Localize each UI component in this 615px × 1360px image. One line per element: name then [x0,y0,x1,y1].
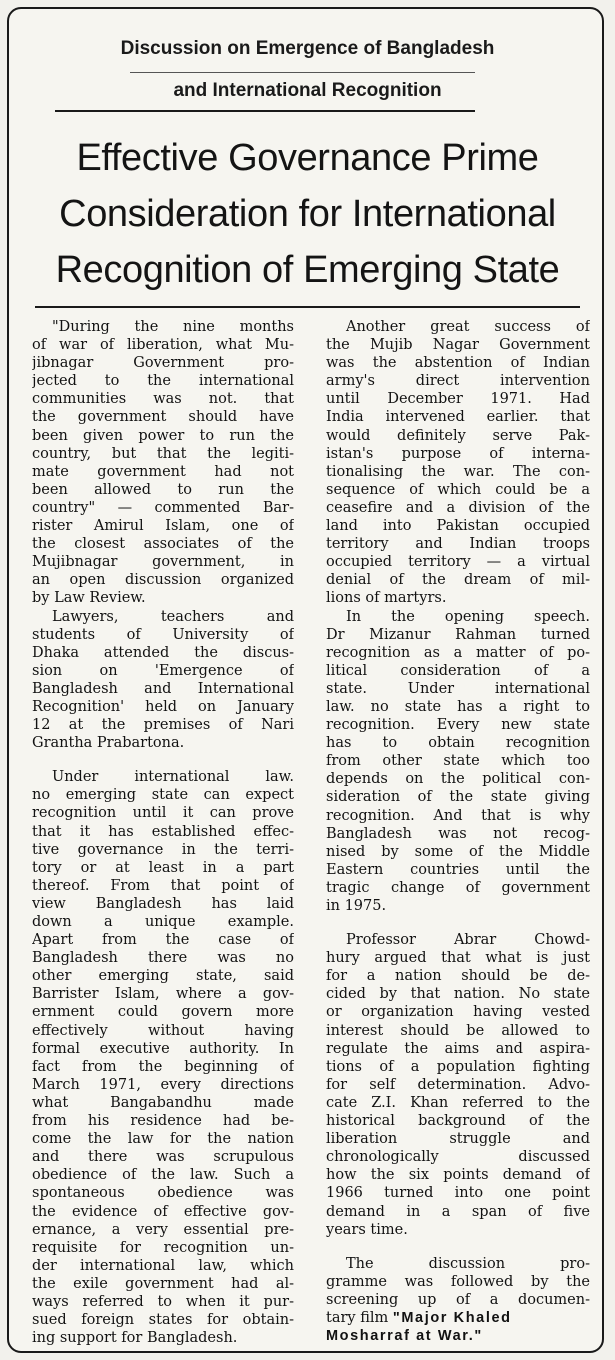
article-line: nised by some of the Middle [326,843,590,860]
headline [0,130,615,298]
article-line: the closest associates of the [32,536,294,553]
article-line: Grantha Prabartona. [32,735,185,752]
article-line: land into Pakistan occupied [326,518,590,535]
article-line: Bangladesh and International [32,680,294,697]
article-line: army's direct intervention [326,373,590,390]
article-line: country" — commented Bar- [32,499,294,516]
article-line: cate Z.I. Khan referred to the [326,1094,590,1111]
article-line: ceasefire and a division of the [326,499,590,516]
article-line: historical background of the [326,1113,590,1130]
headline-line-1: Effective Governance Prime [76,137,539,179]
headline-line-3: Recognition of Emerging State [55,249,560,291]
article-column-2 [326,318,590,1345]
article-line: no emerging state can expect [32,787,294,804]
article-line: cided by that nation. No state [326,986,590,1003]
article-line: was the abstention of Indian [326,355,590,372]
article-line: recognition as a matter of po- [326,644,590,661]
article-line: ernance, a very essential pre- [32,1221,294,1238]
film-title-part-1: "Major Khaled [392,1309,512,1326]
article-line: sued foreign states for obtain- [32,1312,294,1329]
film-title-line [326,1327,590,1345]
article-line: Bangladesh there was no [32,950,294,967]
article-line: occupied territory — a virtual [326,554,590,571]
article-line: lions of martyrs. [326,590,447,607]
article-line: tory or at least in a part [32,859,294,876]
article-line: state. Under international [326,680,590,697]
article-line: or organization having vested [326,1004,590,1021]
article-line: Under international law. [52,769,294,786]
paragraph-gap [326,915,590,931]
article-line: tragic change of government [326,879,590,896]
article-line: The discussion pro- [346,1255,590,1272]
article-line: territory and Indian troops [326,536,590,553]
article-line: hury argued that what is just [326,950,590,967]
article-line: depends on the political con- [326,771,590,788]
article-line: tionalising the war. The con- [326,463,590,480]
kicker-line-2: and International Recognition [173,80,442,101]
film-intro: tary film [326,1309,389,1326]
article-line: from his residence had be- [32,1113,294,1130]
article-line: until December 1971. Had [326,391,590,408]
film-title-part-2: Mosharraf at War." [326,1328,483,1345]
article-line: screening up of a documen- [326,1291,590,1308]
article-line: Recognition' held on January [32,698,294,715]
article-line: litical consideration of a [326,662,590,679]
article-line: Barrister Islam, where a gov- [32,986,294,1003]
article-line: formal executive authority. In [32,1040,294,1057]
article-line: in 1975. [326,898,387,914]
headline-top-rule [55,110,475,112]
article-line: liberation struggle and [326,1131,590,1148]
article-line: gramme was followed by the [326,1273,590,1290]
article-line: jected to the international [32,373,294,390]
article-line: recognition until it can prove [32,805,294,822]
article-line: students of University of [32,626,294,643]
article-line: communities was not. that [32,391,294,408]
article-line: recognition. Every new state [326,717,590,734]
article-line: from other state which too [326,753,590,770]
kicker-line-1: Discussion on Emergence of Bangladesh [120,38,495,59]
article-line: the government should have [32,409,294,426]
article-line: effectively without having [32,1022,294,1039]
article-line: other emerging state, said [32,968,294,985]
article-line: requisite for recognition un- [32,1239,294,1256]
article-line: of war of liberation, what Mu- [32,337,294,354]
article-line: the exile government had al- [32,1275,294,1292]
article-line: fact from the beginning of [32,1058,294,1075]
article-line: 12 at the premises of Nari [32,717,294,734]
paragraph-gap [32,752,294,768]
article-line: has to obtain recognition [326,735,590,752]
kicker-rule [130,72,475,73]
article-line: by Law Review. [32,590,146,607]
article-line: been allowed to run the [32,481,294,498]
article-line: rister Amirul Islam, one of [32,518,294,535]
article-line: der international law, which [32,1257,294,1274]
article-line: regulate the aims and aspira- [326,1040,590,1057]
article-line: 1966 turned into one point [326,1185,590,1202]
article-line: Dhaka attended the discus- [32,644,294,661]
article-line: for self determination. Advo- [326,1076,590,1093]
article-line: years time. [326,1221,408,1238]
article-line [326,1309,590,1327]
article-line: the evidence of effective gov- [32,1203,294,1220]
article-line: the Mujib Nagar Government [326,337,590,354]
article-line: ing support for Bangladesh. [32,1330,238,1347]
article-line: that it has established effec- [32,823,294,840]
article-line: Professor Abrar Chowd- [346,932,590,949]
article-line: country, but that the legiti- [32,445,294,462]
article-line: interest should be allowed to [326,1022,590,1039]
article-line: Lawyers, teachers and [52,608,294,625]
article-line: India intervened earlier. that [326,409,590,426]
article-line: an open discussion organized [32,572,294,589]
article-line: for a nation should be de- [326,968,590,985]
article-line: In the opening speech. [346,608,590,625]
article-line: recognition. And that is why [326,807,590,824]
article-line: obedience of the law. Such a [32,1167,294,1184]
article-line: law. no state has a right to [326,698,590,715]
article-line: jibnagar Government pro- [32,355,294,372]
article-line: chronologically discussed [326,1149,590,1166]
paragraph-gap [326,1239,590,1255]
article-line: Apart from the case of [32,932,294,949]
headline-bottom-rule [35,306,580,308]
article-line: March 1971, every directions [32,1076,294,1093]
article-line: Dr Mizanur Rahman turned [326,626,590,643]
article-line: would definitely serve Pak- [326,427,590,444]
article-line: denial of the dream of mil- [326,572,590,589]
article-line: sion on 'Emergence of [32,662,294,679]
article-line: come the law for the nation [32,1131,294,1148]
article-line: tions of a population fighting [326,1058,590,1075]
article-line: view Bangladesh has laid [32,895,294,912]
article-line: been given power to run the [32,427,294,444]
article-line: ways referred to when it pur- [32,1293,294,1310]
article-line: mate government had not [32,463,294,480]
headline-line-2: Consideration for International [59,193,556,235]
article-line: sideration of the state giving [326,789,590,806]
article-line: how the six points demand of [326,1167,590,1184]
article-line: thereof. From that point of [32,877,294,894]
article-line: what Bangabandhu made [32,1094,294,1111]
article-line: Mujibnagar government, in [32,554,294,571]
article-line: "During the nine months [52,319,294,335]
article-line: Bangladesh was not recog- [326,825,590,842]
article-column-1 [32,318,294,1347]
article-line: down a unique example. [32,914,294,930]
article-line: ernment could govern more [32,1004,294,1021]
article-line: and there was scrupulous [32,1149,294,1166]
article-line: spontaneous obedience was [32,1185,294,1202]
article-line: Eastern countries until the [326,861,590,878]
article-line: tive governance in the terri- [32,841,294,858]
article-line: sequence of which could be a [326,481,590,498]
article-line: Another great success of [346,319,590,335]
article-line: istan's purpose of interna- [326,445,590,462]
article-line: demand in a span of five [326,1203,590,1220]
